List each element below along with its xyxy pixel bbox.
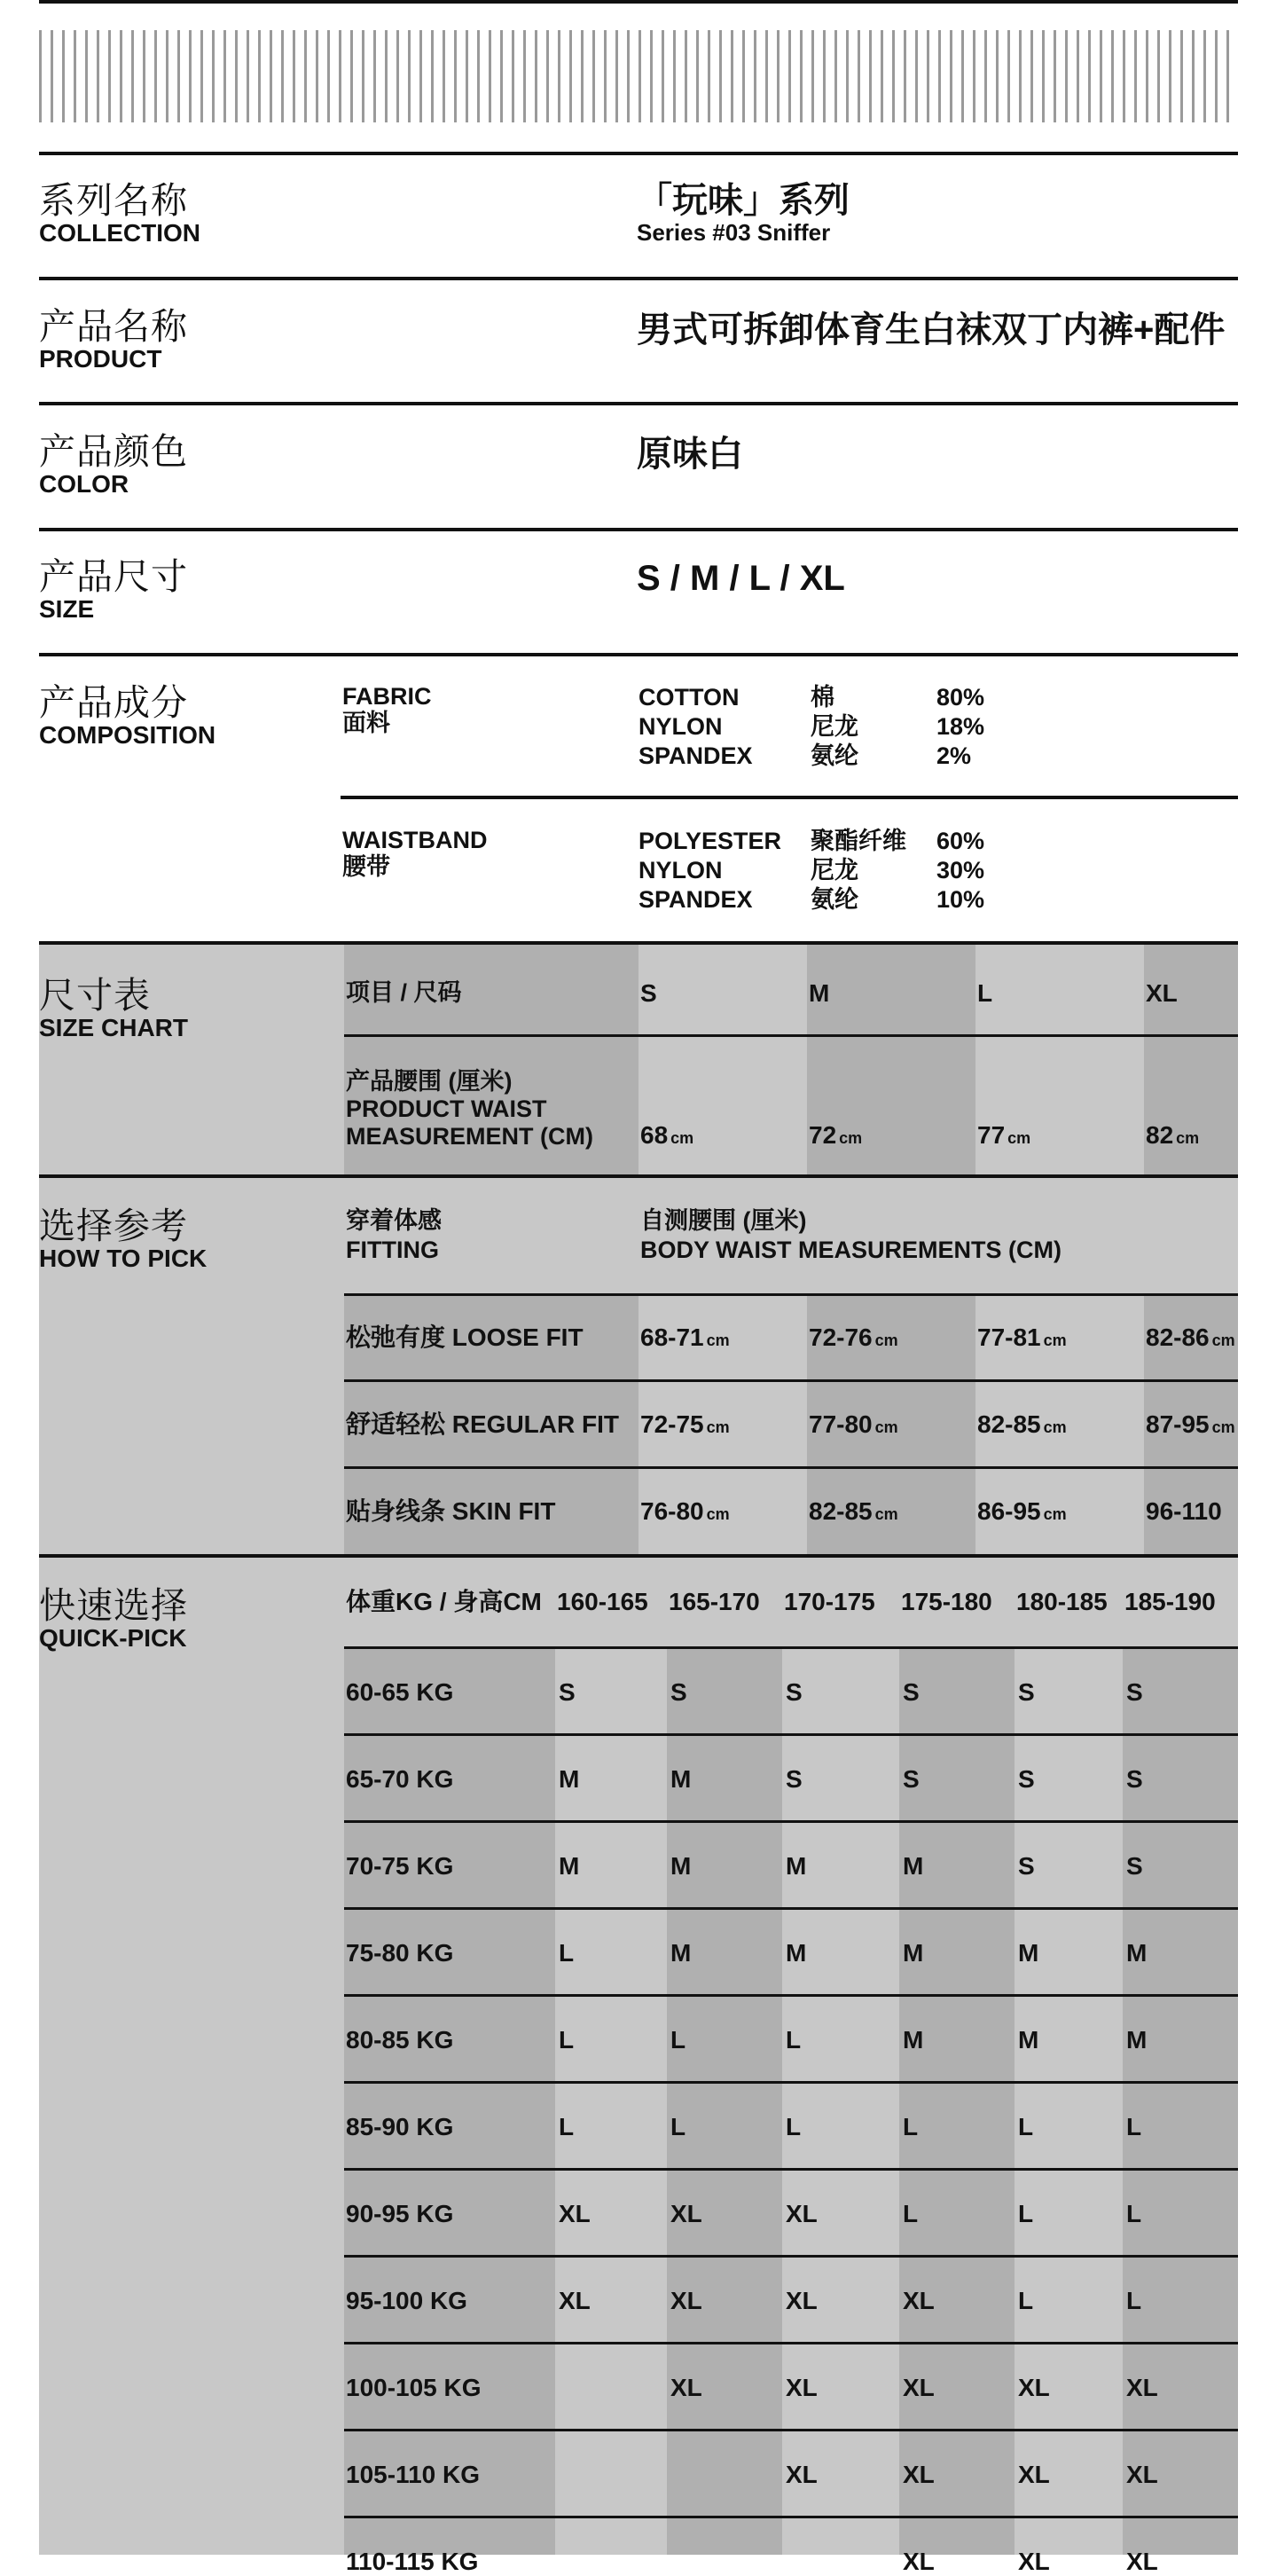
quick-pick-size-cell: L: [786, 2113, 802, 2140]
divider: [344, 2168, 1238, 2171]
quick-pick-weight: 90-95 KG: [346, 2200, 454, 2227]
quick-pick-size-cell: M: [670, 1939, 692, 1967]
fabric-row-3-pct: 2%: [936, 742, 972, 769]
body-waist-label: [640, 1206, 1062, 1265]
fit-row-label: 松弛有度 LOOSE FIT: [346, 1323, 584, 1351]
collection-value: 「玩味」系列: [637, 181, 850, 220]
fit-unit: cm: [706, 1418, 730, 1436]
fit-value: 96-110: [1146, 1497, 1222, 1525]
fabric-row-3-cn: 氨纶: [811, 742, 858, 769]
fit-unit: cm: [874, 1331, 898, 1349]
divider: [39, 528, 1238, 531]
quick-pick-size-cell: L: [903, 2113, 919, 2140]
fit-row-label: 贴身线条 SKIN FIT: [346, 1497, 556, 1525]
fit-range: 77-81: [977, 1323, 1041, 1351]
fit-value: [977, 1497, 1067, 1528]
color-label-en: COLOR: [39, 470, 129, 498]
waist-m: [809, 1121, 862, 1152]
fit-row-label: 舒适轻松 REGULAR FIT: [346, 1410, 619, 1438]
quick-pick-size-cell: XL: [903, 2548, 935, 2575]
quick-pick-header: 体重KG / 身高CM: [346, 1588, 542, 1615]
fit-range: 87-95: [1146, 1410, 1210, 1438]
quick-pick-size-cell: XL: [903, 2461, 935, 2488]
collection-value-block: [637, 181, 850, 245]
size-chart-size-m: M: [809, 979, 830, 1007]
color-label-cn: 产品颜色: [39, 431, 188, 472]
quick-pick-size-cell: L: [1126, 2287, 1142, 2314]
quick-pick-size-cell: XL: [786, 2461, 818, 2488]
quick-pick-size-cell: XL: [1018, 2461, 1050, 2488]
product-value: 男式可拆卸体育生白袜双丁内裤+配件: [637, 310, 1226, 349]
quick-pick-size-cell: M: [786, 1852, 807, 1880]
decorative-stripes: [39, 30, 1238, 122]
size-chart-header: 项目 / 尺码: [346, 979, 462, 1006]
fabric-label: [342, 683, 432, 736]
divider: [39, 1174, 1238, 1178]
quick-pick-weight: 80-85 KG: [346, 2026, 454, 2054]
quick-pick-size-cell: L: [670, 2026, 686, 2054]
fit-range: 77-80: [809, 1410, 873, 1438]
fit-value: [809, 1410, 898, 1441]
waist-value: 82: [1146, 1121, 1174, 1149]
quick-pick-size-cell: XL: [903, 2287, 935, 2314]
waist-xl: [1146, 1121, 1199, 1152]
quick-pick-size-cell: L: [1126, 2200, 1142, 2227]
fabric-row-2-cn: 尼龙: [811, 713, 858, 740]
fabric-row-1: [638, 683, 740, 712]
fit-value: [977, 1410, 1067, 1441]
fitting-label-cn: 穿着体感: [346, 1207, 442, 1234]
quick-pick-size-cell: XL: [1126, 2461, 1158, 2488]
divider: [344, 1994, 1238, 1997]
divider: [344, 1646, 1238, 1649]
quick-pick-size-cell: M: [903, 1852, 924, 1880]
quick-pick-size-cell: XL: [786, 2200, 818, 2227]
waistband-row-3-pct: 10%: [936, 886, 985, 913]
size-chart-label-cn: 尺寸表: [39, 975, 151, 1016]
fit-value: [977, 1323, 1067, 1355]
quick-pick-size-cell: L: [903, 2200, 919, 2227]
divider: [344, 2516, 1238, 2518]
fit-range: 76-80: [640, 1497, 704, 1525]
fit-range: 86-95: [977, 1497, 1041, 1525]
size-chart-label-en: SIZE CHART: [39, 1014, 188, 1041]
quick-pick-weight: 85-90 KG: [346, 2113, 454, 2140]
divider: [344, 2429, 1238, 2431]
quick-pick-size-cell: L: [559, 1939, 575, 1967]
fit-unit: cm: [1043, 1505, 1067, 1523]
waist-unit: cm: [1007, 1129, 1031, 1147]
size-row: [39, 557, 188, 623]
fit-unit: cm: [706, 1331, 730, 1349]
quick-pick-size-cell: XL: [786, 2287, 818, 2314]
quick-pick-size-cell: XL: [670, 2374, 702, 2401]
quick-pick-size-cell: S: [1018, 1852, 1035, 1880]
quick-pick-height-header: 175-180: [901, 1588, 992, 1615]
divider: [344, 1466, 1238, 1469]
quick-pick-size-cell: S: [1018, 1765, 1035, 1793]
waist-unit: cm: [670, 1129, 694, 1147]
fit-value: [809, 1323, 898, 1355]
divider: [344, 1820, 1238, 1823]
divider: [39, 653, 1238, 656]
quick-pick-size-cell: S: [670, 1678, 687, 1706]
fabric-label-cn: 面料: [342, 710, 390, 736]
product-row: [39, 307, 188, 373]
quick-pick-size-cell: XL: [670, 2287, 702, 2314]
quick-pick-size-cell: XL: [786, 2374, 818, 2401]
waistband-row-1: POLYESTER: [638, 828, 782, 854]
quick-pick-size-cell: XL: [1018, 2374, 1050, 2401]
quick-pick-weight: 105-110 KG: [346, 2461, 480, 2488]
composition-row: [39, 683, 215, 749]
quick-pick-size-cell: M: [1018, 2026, 1039, 2054]
size-chart-size-s: S: [640, 979, 657, 1007]
quick-pick-size-cell: M: [670, 1765, 692, 1793]
composition-label-cn: 产品成分: [39, 682, 188, 723]
waistband-label-cn: 腰带: [342, 853, 390, 880]
fitting-label: [346, 1206, 442, 1265]
quick-pick-size-cell: XL: [903, 2374, 935, 2401]
waist-label: [346, 1068, 593, 1151]
quick-pick-size-cell: XL: [1126, 2548, 1158, 2575]
quick-pick-size-cell: M: [903, 1939, 924, 1967]
collection-sub: Series #03 Sniffer: [637, 219, 831, 246]
fit-range: 68-71: [640, 1323, 704, 1351]
waistband-row-1-pct: 60%: [936, 828, 985, 854]
quick-pick-size-cell: S: [1126, 1765, 1143, 1793]
quick-pick-weight: 65-70 KG: [346, 1765, 454, 1793]
quick-pick-height-header: 160-165: [557, 1588, 648, 1615]
quick-pick-size-cell: XL: [670, 2200, 702, 2227]
how-to-pick-label-en: HOW TO PICK: [39, 1245, 208, 1272]
top-rule: [39, 0, 1238, 4]
size-chart-title: [39, 976, 188, 1041]
quick-pick-size-cell: S: [1018, 1678, 1035, 1706]
size-label-cn: 产品尺寸: [39, 556, 188, 597]
fabric-row-1-pct: 80%: [936, 684, 985, 711]
quick-pick-size-cell: L: [1018, 2200, 1034, 2227]
quick-pick-size-cell: XL: [559, 2200, 591, 2227]
quick-pick-size-cell: XL: [1018, 2548, 1050, 2575]
divider: [39, 402, 1238, 405]
waistband-row-1-cn: 聚酯纤维: [811, 828, 906, 854]
waist-l: [977, 1121, 1030, 1152]
divider: [344, 1379, 1238, 1382]
quick-pick-label-en: QUICK-PICK: [39, 1624, 187, 1652]
product-label-cn: 产品名称: [39, 306, 188, 347]
quick-pick-height-header: 165-170: [669, 1588, 760, 1615]
divider: [344, 1733, 1238, 1736]
quick-pick-size-cell: S: [1126, 1678, 1143, 1706]
material: COTTON: [638, 684, 740, 711]
divider: [39, 152, 1238, 155]
body-waist-label-cn: 自测腰围 (厘米): [640, 1207, 807, 1234]
quick-pick-size-cell: XL: [559, 2287, 591, 2314]
divider: [344, 1907, 1238, 1910]
quick-pick-title: [39, 1586, 188, 1652]
size-label-en: SIZE: [39, 595, 95, 623]
quick-pick-height-header: 180-185: [1016, 1588, 1108, 1615]
fit-value: [809, 1497, 898, 1528]
divider: [344, 1034, 1238, 1037]
quick-pick-size-cell: L: [559, 2113, 575, 2140]
waist-value: 72: [809, 1121, 837, 1149]
how-to-pick-label-cn: 选择参考: [39, 1206, 188, 1246]
divider: [344, 1293, 1238, 1296]
quick-pick-size-cell: S: [903, 1765, 920, 1793]
divider: [341, 796, 1238, 799]
collection-label-cn: 系列名称: [39, 180, 188, 221]
fit-range: 82-85: [977, 1410, 1041, 1438]
fabric-label-en: FABRIC: [342, 683, 432, 710]
fit-unit: cm: [1211, 1418, 1235, 1436]
fabric-row-2: NYLON: [638, 713, 723, 740]
fit-unit: cm: [1043, 1418, 1067, 1436]
fit-unit: cm: [1043, 1331, 1067, 1349]
how-to-pick-title: [39, 1206, 207, 1272]
quick-pick-size-cell: S: [559, 1678, 576, 1706]
quick-pick-weight: 110-115 KG: [346, 2548, 479, 2575]
divider: [344, 2255, 1238, 2258]
quick-pick-size-cell: L: [670, 2113, 686, 2140]
waistband-row-2-pct: 30%: [936, 857, 985, 884]
fit-unit: cm: [706, 1505, 730, 1523]
waistband-row-3-cn: 氨纶: [811, 886, 858, 913]
size-chart-size-xl: XL: [1146, 979, 1178, 1007]
quick-pick-size-cell: S: [903, 1678, 920, 1706]
quick-pick-weight: 60-65 KG: [346, 1678, 454, 1706]
quick-pick-weight: 100-105 KG: [346, 2374, 482, 2401]
quick-pick-size-cell: M: [559, 1852, 580, 1880]
collection-label-en: COLLECTION: [39, 219, 200, 247]
divider: [39, 277, 1238, 280]
fit-value: [1146, 1410, 1238, 1441]
fit-range: 72-75: [640, 1410, 704, 1438]
waist-label-cn: 产品腰围 (厘米): [346, 1068, 513, 1095]
size-chart-size-l: L: [977, 979, 993, 1007]
quick-pick-label-cn: 快速选择: [39, 1585, 188, 1626]
quick-pick-size-cell: M: [670, 1852, 692, 1880]
waist-unit: cm: [1176, 1129, 1200, 1147]
quick-pick-size-cell: L: [1018, 2113, 1034, 2140]
waist-s: [640, 1121, 693, 1152]
fit-range: 82-86: [1146, 1323, 1210, 1351]
waist-value: 68: [640, 1121, 669, 1149]
fit-value: [640, 1410, 730, 1441]
waistband-label-en: WAISTBAND: [342, 827, 488, 853]
fabric-row-1-cn: 棉: [811, 684, 834, 711]
fit-value: [640, 1497, 730, 1528]
waistband-row-2: NYLON: [638, 857, 723, 884]
divider: [39, 1554, 1238, 1558]
quick-pick-height-header: 170-175: [784, 1588, 875, 1615]
fit-value: [1146, 1323, 1238, 1355]
quick-pick-size-cell: M: [1126, 2026, 1148, 2054]
quick-pick-size-cell: M: [559, 1765, 580, 1793]
quick-pick-weight: 70-75 KG: [346, 1852, 454, 1880]
quick-pick-size-cell: L: [1126, 2113, 1142, 2140]
quick-pick-size-cell: S: [786, 1678, 803, 1706]
quick-pick-size-cell: XL: [1126, 2374, 1158, 2401]
waistband-row-2-cn: 尼龙: [811, 857, 858, 884]
quick-pick-size-cell: S: [1126, 1852, 1143, 1880]
waistband-label: [342, 827, 488, 880]
collection-row: [39, 181, 200, 247]
divider: [39, 941, 1238, 945]
divider: [344, 2342, 1238, 2344]
fit-range: 82-85: [809, 1497, 873, 1525]
quick-pick-size-cell: M: [1126, 1939, 1148, 1967]
product-label-en: PRODUCT: [39, 345, 162, 373]
quick-pick-size-cell: S: [786, 1765, 803, 1793]
waist-value: 77: [977, 1121, 1006, 1149]
quick-pick-size-cell: M: [786, 1939, 807, 1967]
waistband-row-3: SPANDEX: [638, 886, 753, 913]
quick-pick-size-cell: M: [1018, 1939, 1039, 1967]
fit-range: 72-76: [809, 1323, 873, 1351]
waist-label-en2: MEASUREMENT (CM): [346, 1123, 593, 1150]
fabric-row-2-pct: 18%: [936, 713, 985, 740]
color-row: [39, 432, 188, 498]
fabric-row-3: SPANDEX: [638, 742, 753, 769]
composition-label-en: COMPOSITION: [39, 721, 216, 749]
fit-unit: cm: [1211, 1331, 1235, 1349]
quick-pick-weight: 75-80 KG: [346, 1939, 454, 1967]
quick-pick-weight: 95-100 KG: [346, 2287, 467, 2314]
waist-label-en1: PRODUCT WAIST: [346, 1096, 547, 1122]
quick-pick-size-cell: L: [786, 2026, 802, 2054]
quick-pick-height-header: 185-190: [1124, 1588, 1216, 1615]
fit-unit: cm: [874, 1418, 898, 1436]
body-waist-label-en: BODY WAIST MEASUREMENTS (CM): [640, 1237, 1062, 1263]
quick-pick-size-cell: M: [903, 2026, 924, 2054]
waist-unit: cm: [839, 1129, 863, 1147]
color-value: 原味白: [637, 435, 743, 474]
fitting-label-en: FITTING: [346, 1237, 439, 1263]
fit-value: [640, 1323, 730, 1355]
size-chart-background: [39, 943, 1238, 2555]
size-value: S / M / L / XL: [637, 559, 845, 598]
quick-pick-size-cell: L: [559, 2026, 575, 2054]
fit-unit: cm: [874, 1505, 898, 1523]
quick-pick-size-cell: L: [1018, 2287, 1034, 2314]
divider: [344, 2081, 1238, 2084]
